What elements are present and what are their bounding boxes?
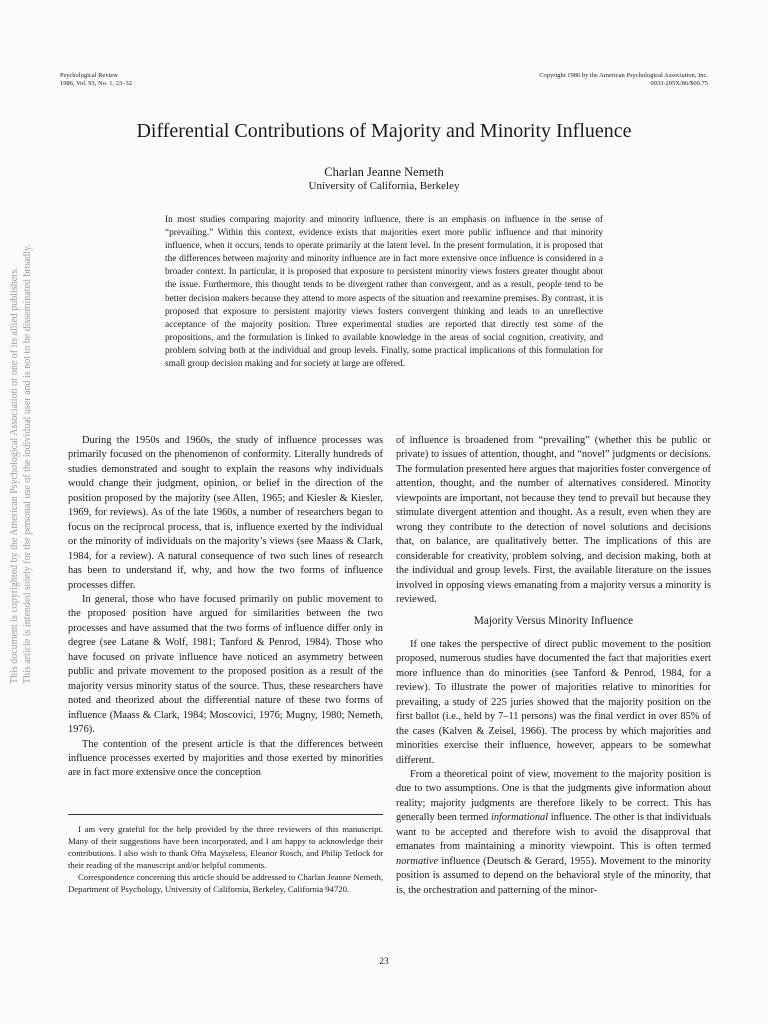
journal-volume: 1986, Vol. 93, No. 1, 23–32: [60, 80, 132, 87]
right-column: [396, 434, 711, 898]
term-informational: informational: [490, 812, 549, 824]
body-paragraph: [396, 768, 711, 898]
body-paragraph: In general, those who have focused primarily on public movement to the proposed position have argued for similarities between the two processes and have assumed that the two forms of influence differ only in degree (see Latane & Wolf, 1981; Tanford & Penrod, 1984). Those who have focused on private influence have noticed an asymmetry between public and private movement to the proposed position as a result of the majority versus minority status of the source. Thus, these researchers have noted and theorized about the differential nature of these two forms of influence (Maass & Clark, 1984; Moscovici, 1976; Mugny, 1980; Nemeth, 1976).: [68, 593, 383, 736]
footnotes: [68, 814, 383, 896]
term-normative: normative: [396, 855, 439, 867]
body-text: influence. The other is that individuals want to be accepted and therefore wish to avoid the disapproval that emanates from maintaining a minority viewpoint. This is often termed: [396, 812, 711, 853]
article-title: Differential Contributions of Majority and Minority Influence: [136, 120, 632, 142]
side-notice-line: This document is copyrighted by the American Psychological Association or one of its allied publishers.: [9, 267, 20, 684]
journal-name: Psychological Review: [60, 72, 118, 79]
left-column: [68, 434, 383, 781]
correspondence-note: Correspondence concerning this article should be addressed to Charlan Jeanne Nemeth, Department of Psychology, University of California, Berkeley, California 94720.: [68, 872, 383, 895]
copyright-notice: [539, 72, 708, 88]
journal-citation: [60, 72, 132, 88]
body-text: From a theoretical point of view, movement to the majority position is due to two assumptions. One is that the judgments give information about reality; majority judgments are therefore likely to be correct. This has generally been termed: [396, 768, 711, 824]
author-name: Charlan Jeanne Nemeth: [324, 165, 444, 179]
body-paragraph: If one takes the perspective of direct public movement to the position proposed, numerous studies have documented the fact that majorities exert more influence than do minorities (see Tanford & Penrod, 1984, for a review). To illustrate the power of majorities relative to minorities for prevailing, a study of 225 juries showed that the majority position on the first ballot (i.e., held by 7–11 persons) was the final verdict in over 85% of the cases (Kalven & Zeisel, 1966). The process by which majorities and minorities exercise their influence, however, appears to be somewhat different.: [396, 638, 711, 766]
copyright-line: Copyright 1986 by the American Psychological Association, Inc.: [539, 72, 708, 79]
acknowledgement-note: I am very grateful for the help provided by the three reviewers of this manuscript. Many of their suggestions have been incorporated, and I am happy to acknowledge their contributions. I also wish to thank Ofra Mayseless, Eleanor Rosch, and Philip Tetlock for their reading of the manuscript and/or helpful comments.: [68, 824, 383, 871]
body-paragraph: During the 1950s and 1960s, the study of influence processes was primarily focused on the phenomenon of conformity. Literally hundreds of studies demonstrated and sought to explain the reasons why individuals would change their judgment, opinion, or belief in the direction of the position proposed by the majority (see Allen, 1965; and Kiesler & Kiesler, 1969, for reviews). As of the late 1960s, a number of researchers began to focus on the reciprocal process, that is, influence exerted by the individual or the minority of individuals on the majority’s views (see Maass & Clark, 1984, for a review). A natural consequence of two such lines of research has been to understand if, why, and how the two forms of influence processes differ.: [68, 435, 383, 591]
body-text: influence (Deutsch & Gerard, 1955). Movement to the minority position is assumed to depend on the behavioral style of the minority, that is, the orchestration and patterning of the minor-: [396, 855, 711, 896]
abstract: In most studies comparing majority and minority influence, there is an emphasis on influence in the sense of “prevailing.” Within this context, evidence exists that majorities exert more public influence and that minority influence, when it occurs, tends to operate primarily at the latent level. In the present formulation, it is proposed that the differences between majority and minority influence are in fact more extensive once influence is considered in a broader context. In particular, it is proposed that exposure to persistent minority views fosters greater thought about the issue. Furthermore, this thought tends to be divergent rather than convergent, and as a result, people tend to be better decision makers because they attend to more aspects of the situation and reexamine premises. By contrast, it is proposed that exposure to persistent majority views fosters convergent thinking and leads to an unreflective acceptance of the majority position. Three experimental studies are reported that directly test some of the propositions, and the formulation is linked to available knowledge in the areas of social cognition, creativity, and problem solving both at the individual and group levels. Finally, some practical implications of this formulation for small group decision making and for society at large are offered.: [165, 215, 603, 370]
body-paragraph: of influence is broadened from “prevailing” (whether this be public or private) to issues of attention, thought, and “novel” judgments or decisions. The formulation presented here argues that majorities foster convergence of attention, thought, and the number of alternatives considered. Minority viewpoints are important, not because they tend to prevail but because they stimulate divergent attention and thought. As a result, even when they are wrong they contribute to the detection of novel solutions and decisions that, on balance, are qualitatively better. The implications of this are considerable for creativity, problem solving, and decision making, both at the individual and group levels. First, the available literature on the issues involved in opposing views emanating from a majority versus a minority is reviewed.: [396, 435, 711, 605]
author-affiliation: University of California, Berkeley: [308, 180, 460, 192]
page-number: 23: [379, 957, 389, 967]
side-notice-line: This article is intended solely for the personal use of the individual user and is not to be disseminated broadly.: [22, 244, 33, 684]
copyright-side-notice: [8, 244, 34, 684]
body-paragraph: The contention of the present article is that the differences between influence processes exerted by majorities and those exerted by minorities are in fact more extensive once the conception: [68, 738, 383, 779]
section-heading: Majority Versus Minority Influence: [473, 615, 634, 628]
issn-line: 0033-295X/86/$00.75: [650, 80, 708, 87]
